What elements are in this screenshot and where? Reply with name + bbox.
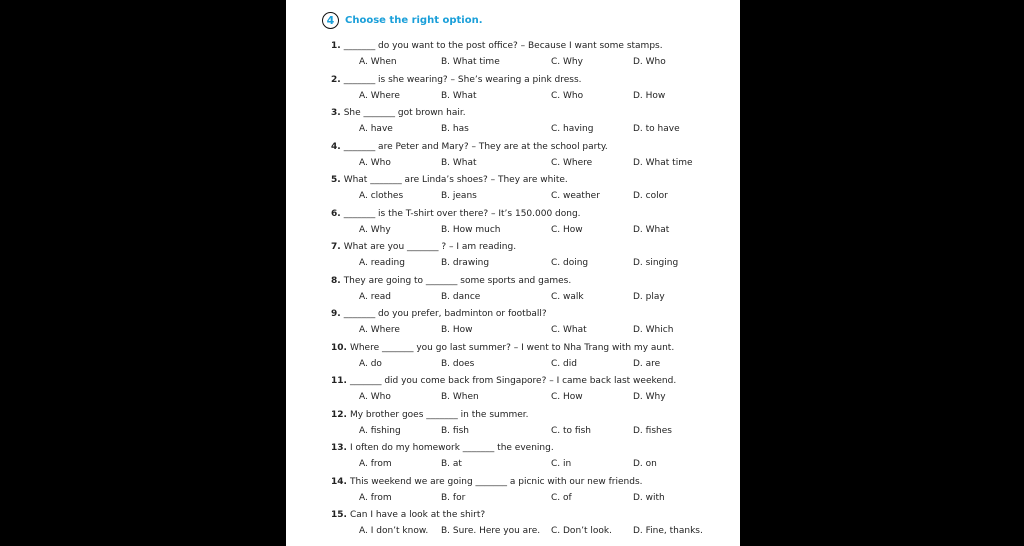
answer-option[interactable]: B. has <box>441 124 469 134</box>
answer-option[interactable]: B. does <box>441 358 475 369</box>
answer-options <box>331 54 731 71</box>
answer-option[interactable]: A. clothes <box>359 191 404 201</box>
question-text: _______ do you want to the post office? – Because I want some stamps. <box>343 41 663 51</box>
question-line <box>331 105 731 121</box>
answer-option[interactable]: C. of <box>551 492 572 503</box>
section-title: Choose the right option. <box>345 15 483 26</box>
question-item <box>331 407 731 441</box>
question-item <box>331 306 731 340</box>
answer-option[interactable]: C. to fish <box>551 425 591 436</box>
answer-options <box>331 490 731 507</box>
answer-option[interactable]: D. How <box>633 90 666 101</box>
answer-option[interactable]: B. What <box>441 157 477 168</box>
answer-option[interactable]: C. Why <box>551 57 583 67</box>
answer-options <box>331 456 731 473</box>
question-text: They are going to _______ some sports and games. <box>343 275 572 286</box>
question-line <box>331 273 731 289</box>
answer-option[interactable]: C. How <box>551 224 583 235</box>
question-line <box>331 440 731 456</box>
question-item <box>331 239 731 273</box>
worksheet-page <box>286 0 740 546</box>
answer-option[interactable]: B. How much <box>441 224 501 235</box>
answer-options <box>331 222 731 239</box>
answer-option[interactable]: A. from <box>359 459 392 469</box>
question-number: 4. <box>331 141 341 152</box>
answer-option[interactable]: B. What time <box>441 57 500 67</box>
question-item <box>331 440 731 474</box>
answer-option[interactable]: A. Who <box>359 157 391 168</box>
question-number: 15. <box>331 510 347 520</box>
answer-option[interactable]: B. When <box>441 392 479 402</box>
answer-option[interactable]: A. Where <box>359 325 400 335</box>
answer-options <box>331 188 731 205</box>
question-text: This weekend we are going _______ a picnic with our new friends. <box>349 476 643 487</box>
question-line <box>331 38 731 54</box>
question-number: 8. <box>331 275 341 286</box>
question-line <box>331 239 731 255</box>
question-text: _______ did you come back from Singapore? – I came back last weekend. <box>349 376 677 386</box>
answer-option[interactable]: A. fishing <box>359 425 401 436</box>
question-item <box>331 273 731 307</box>
question-number: 12. <box>331 409 347 420</box>
answer-options <box>331 88 731 105</box>
answer-option[interactable]: D. Why <box>633 392 666 402</box>
question-item <box>331 507 731 541</box>
question-number: 13. <box>331 443 347 453</box>
question-item <box>331 373 731 407</box>
question-item <box>331 72 731 106</box>
answer-option[interactable]: D. What time <box>633 157 693 168</box>
answer-option[interactable]: A. I don’t know. <box>359 526 429 536</box>
answer-option[interactable]: C. How <box>551 392 583 402</box>
answer-option[interactable]: C. doing <box>551 258 589 268</box>
question-list <box>331 38 731 541</box>
answer-option[interactable]: D. Who <box>633 57 666 67</box>
question-item <box>331 172 731 206</box>
question-number: 9. <box>331 309 341 319</box>
question-item <box>331 139 731 173</box>
answer-option[interactable]: B. drawing <box>441 258 490 268</box>
answer-option[interactable]: C. weather <box>551 191 600 201</box>
question-line <box>331 340 731 356</box>
answer-option[interactable]: D. Fine, thanks. <box>633 526 703 536</box>
answer-option[interactable]: A. do <box>359 358 382 369</box>
answer-option[interactable]: C. in <box>551 459 572 469</box>
answer-option[interactable]: A. have <box>359 124 393 134</box>
section-number-badge: 4 <box>322 12 339 29</box>
question-number: 5. <box>331 175 341 185</box>
question-line <box>331 306 731 322</box>
answer-options <box>331 389 731 406</box>
answer-option[interactable]: A. When <box>359 57 397 67</box>
question-line <box>331 172 731 188</box>
answer-option[interactable]: A. Where <box>359 90 400 101</box>
answer-option[interactable]: D. singing <box>633 258 679 268</box>
answer-option[interactable]: D. on <box>633 459 657 469</box>
answer-options <box>331 423 731 440</box>
answer-option[interactable]: C. What <box>551 325 587 335</box>
question-item <box>331 474 731 508</box>
question-text: I often do my homework _______ the evening. <box>349 443 554 453</box>
answer-option[interactable]: B. for <box>441 492 466 503</box>
answer-option[interactable]: A. Who <box>359 392 391 402</box>
answer-options <box>331 121 731 138</box>
question-number: 6. <box>331 208 341 219</box>
answer-option[interactable]: A. Why <box>359 224 391 235</box>
answer-option[interactable]: D. to have <box>633 124 680 134</box>
question-line <box>331 507 731 523</box>
question-item <box>331 340 731 374</box>
question-number: 11. <box>331 376 347 386</box>
answer-option[interactable]: D. are <box>633 358 661 369</box>
answer-option[interactable]: C. Don’t look. <box>551 526 612 536</box>
answer-options <box>331 155 731 172</box>
answer-option[interactable]: B. How <box>441 325 473 335</box>
answer-options <box>331 356 731 373</box>
answer-option[interactable]: D. color <box>633 191 668 201</box>
question-line <box>331 474 731 490</box>
question-text: _______ are Peter and Mary? – They are at the school party. <box>343 141 608 152</box>
section-header <box>322 12 483 29</box>
answer-option[interactable]: B. at <box>441 459 462 469</box>
answer-option[interactable]: D. play <box>633 291 665 302</box>
answer-option[interactable]: B. dance <box>441 291 481 302</box>
question-text: _______ do you prefer, badminton or football? <box>343 309 547 319</box>
question-text: What _______ are Linda’s shoes? – They are white. <box>343 175 568 185</box>
question-item <box>331 105 731 139</box>
answer-option[interactable]: A. from <box>359 492 392 503</box>
answer-option[interactable]: C. walk <box>551 291 584 302</box>
answer-options <box>331 289 731 306</box>
answer-option[interactable]: A. reading <box>359 258 405 268</box>
question-text: Where _______ you go last summer? – I went to Nha Trang with my aunt. <box>349 342 675 353</box>
answer-options <box>331 523 731 540</box>
answer-option[interactable]: C. having <box>551 124 594 134</box>
question-number: 10. <box>331 342 347 353</box>
answer-option[interactable]: B. What <box>441 90 477 101</box>
answer-option[interactable]: D. What <box>633 224 670 235</box>
answer-option[interactable]: D. Which <box>633 325 674 335</box>
question-number: 2. <box>331 74 341 85</box>
question-item <box>331 206 731 240</box>
answer-option[interactable]: B. jeans <box>441 191 477 201</box>
question-text: _______ is she wearing? – She’s wearing a pink dress. <box>343 74 582 85</box>
question-text: She _______ got brown hair. <box>343 108 466 118</box>
question-number: 3. <box>331 108 341 118</box>
question-line <box>331 206 731 222</box>
answer-option[interactable]: D. with <box>633 492 665 503</box>
answer-option[interactable]: B. fish <box>441 425 469 436</box>
question-text: Can I have a look at the shirt? <box>349 510 486 520</box>
question-number: 7. <box>331 242 341 252</box>
question-line <box>331 139 731 155</box>
question-text: What are you _______ ? – I am reading. <box>343 242 517 252</box>
question-text: _______ is the T-shirt over there? – It’s 150.000 dong. <box>343 208 581 219</box>
question-number: 1. <box>331 41 341 51</box>
answer-options <box>331 255 731 272</box>
question-item <box>331 38 731 72</box>
answer-option[interactable]: C. Where <box>551 157 593 168</box>
answer-option[interactable]: B. Sure. Here you are. <box>441 526 541 536</box>
question-line <box>331 407 731 423</box>
question-line <box>331 373 731 389</box>
question-line <box>331 72 731 88</box>
question-text: My brother goes _______ in the summer. <box>349 409 529 420</box>
answer-option[interactable]: C. Who <box>551 90 584 101</box>
answer-option[interactable]: A. read <box>359 291 391 302</box>
answer-option[interactable]: C. did <box>551 358 577 369</box>
answer-options <box>331 322 731 339</box>
question-number: 14. <box>331 476 347 487</box>
answer-option[interactable]: D. fishes <box>633 425 672 436</box>
